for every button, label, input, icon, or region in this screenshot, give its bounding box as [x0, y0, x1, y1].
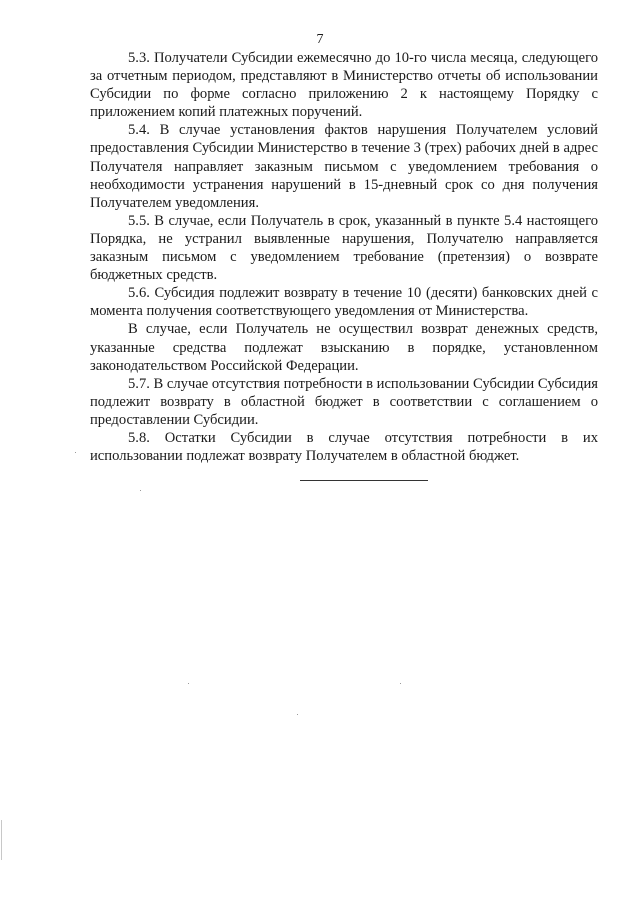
paragraph-5-6-continuation: В случае, если Получатель не осуществил возврат денежных средств, указанные средства подлежат взысканию в порядке, установленном законодательством Российской Федерации.	[90, 321, 598, 374]
paragraph-5-6: 5.6. Субсидия подлежит возврату в течение 10 (десяти) банковских дней с момента получения соответствующего уведомления от Министерства.	[90, 285, 598, 320]
paragraph-5-3: 5.3. Получатели Субсидии ежемесячно до 10-го числа месяца, следующего за отчетным периодом, представляют в Министерство отчеты об использовании Субсидии по форме согласно приложению 2 к настоящему Порядку с приложением копий платежных поручений.	[90, 50, 598, 121]
scan-speck	[140, 490, 141, 491]
page-number: 7	[316, 32, 324, 47]
scan-speck	[188, 683, 189, 684]
paragraph-5-4: 5.4. В случае установления фактов нарушения Получателем условий предоставления Субсидии Министерство в течение 3 (трех) рабочих дней в адрес Получателя направляет заказным письмом с уведомлением требования о необходимости устранения нарушений в 15-дневный срок со дня получения Получателем уведомления.	[90, 122, 598, 211]
scan-speck	[297, 714, 298, 715]
paragraph-5-5: 5.5. В случае, если Получатель в срок, указанный в пункте 5.4 настоящего Порядка, не устранил выявленные нарушения, Получателю направляется заказным письмом с уведомлением требование (претензия) о возврате бюджетных средств.	[90, 212, 598, 284]
end-of-section-rule	[300, 480, 428, 481]
document-body	[90, 49, 598, 465]
scan-speck	[400, 683, 401, 684]
paragraph-5-8: 5.8. Остатки Субсидии в случае отсутствия потребности в их использовании подлежат возврату Получателем в областной бюджет.	[90, 429, 598, 465]
scan-speck	[75, 452, 76, 453]
scan-edge-mark	[1, 820, 2, 860]
paragraph-5-7: 5.7. В случае отсутствия потребности в использовании Субсидии Субсидия подлежит возврату в областной бюджет в соответствии с соглашением о предоставлении Субсидии.	[90, 375, 599, 428]
